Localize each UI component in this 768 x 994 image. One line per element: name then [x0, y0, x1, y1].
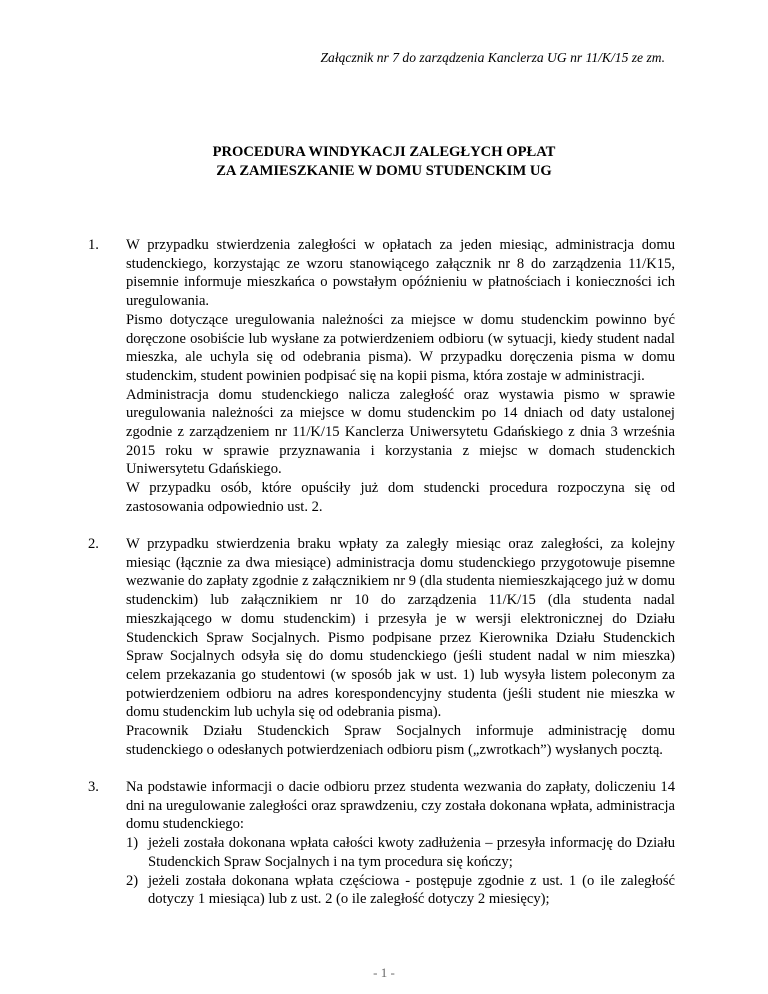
list-item: [126, 834, 675, 871]
section-2-number: 2.: [88, 536, 99, 552]
paragraph: W przypadku stwierdzenia zaległości w opłatach za jeden miesiąc, administracja domu studenckiego, korzystając ze wzoru stanowiącego załącznik nr 8 do zarządzenia 11/K15, pisemnie informuje mieszkańca o powstałym opóźnieniu w płatnościach i konieczności ich uregulowania.: [126, 237, 675, 310]
list-item-number: 2): [126, 872, 139, 889]
paragraph: Na podstawie informacji o dacie odbioru przez studenta wezwania do zapłaty, doliczeniu 14 dni na uregulowanie zaległości oraz sprawdzeniu, czy została dokonana wpłata, administracja domu studenckiego:: [126, 779, 675, 833]
paragraph: W przypadku osób, które opuściły już dom studencki procedura rozpoczyna się od zastosowania odpowiednio ust. 2.: [126, 480, 675, 515]
section-3-number: 3.: [88, 779, 99, 795]
section-1-number: 1.: [88, 237, 99, 253]
subitem-list: [88, 834, 675, 909]
document-title: [0, 143, 768, 181]
section-1: [88, 236, 675, 517]
title-line-2: ZA ZAMIESZKANIE W DOMU STUDENCKIM UG: [216, 163, 552, 179]
section-3: [88, 778, 675, 909]
list-item-text: jeżeli została dokonana wpłata częściowa - postępuje zgodnie z ust. 1 (o ile zaległość dotyczy 1 miesiąca) lub z ust. 2 (o ile zaległość dotyczy 2 miesięcy);: [148, 872, 675, 908]
paragraph: Pismo dotyczące uregulowania należności za miejsce w domu studenckim powinno być doręczone osobiście lub wysłane za potwierdzeniem odbioru (w sytuacji, kiedy student nadal mieszka, ale uchyla się od odebrania pisma). W przypadku doręczenia pisma w domu studenckim, student powinien podpisać się na kopii pisma, która zostaje w administracji.: [126, 311, 675, 384]
section-2: [88, 535, 675, 759]
paragraph: Pracownik Działu Studenckich Spraw Socjalnych informuje administrację domu studenckiego o odesłanych potwierdzeniach odbioru pism („zwrotkach”) wysłanych pocztą.: [126, 723, 675, 758]
title-line-1: PROCEDURA WINDYKACJI ZALEGŁYCH OPŁAT: [212, 144, 556, 160]
paragraph: W przypadku stwierdzenia braku wpłaty za zaległy miesiąc oraz zaległości, za kolejny miesiąc (łącznie za dwa miesiące) administracja domu studenckiego przygotowuje pisemne wezwanie do zapłaty zgodnie z załącznikiem nr 9 (dla studenta niemieszkającego już w domu studenckim) lub załącznikiem nr 10 do zarządzenia 11/K/15 (dla studenta nadal mieszkającego w domu studenckim) i przesyła je w wersji elektronicznej do Działu Studenckich Spraw Socjalnych. Pismo podpisane przez Kierownika Działu Studenckich Spraw Socjalnych odsyła się do domu studenckiego (jeśli student nadal w nim mieszka) celem przekazania go studentowi (w sposób jak w ust. 1) lub wysyła listem poleconym za potwierdzeniem odbioru na adres korespondencyjny studenta (jeśli student nie mieszka w domu studenckim lub uchyla się od odebrania pisma).: [126, 536, 675, 721]
paragraph: Administracja domu studenckiego nalicza zaległość oraz wystawia pismo w sprawie uregulowania należności za miejsce w domu studenckim po 14 dniach od daty ustalonej zgodnie z zarządzeniem nr 11/K/15 Kanclerza Uniwersytetu Gdańskiego z dnia 3 września 2015 roku w sprawie przyznawania i korzystania z miejsc w domach studenckich Uniwersytetu Gdańskiego.: [126, 386, 675, 478]
attachment-note: Załącznik nr 7 do zarządzenia Kanclerza UG nr 11/K/15 ze zm.: [320, 50, 665, 65]
list-item-text: jeżeli została dokonana wpłata całości kwoty zadłużenia – przesyła informację do Działu Studenckich Spraw Socjalnych i na tym procedura się kończy;: [148, 835, 675, 870]
list-item-number: 1): [126, 835, 139, 852]
list-item: [126, 872, 675, 909]
page-number: - 1 -: [373, 965, 395, 980]
